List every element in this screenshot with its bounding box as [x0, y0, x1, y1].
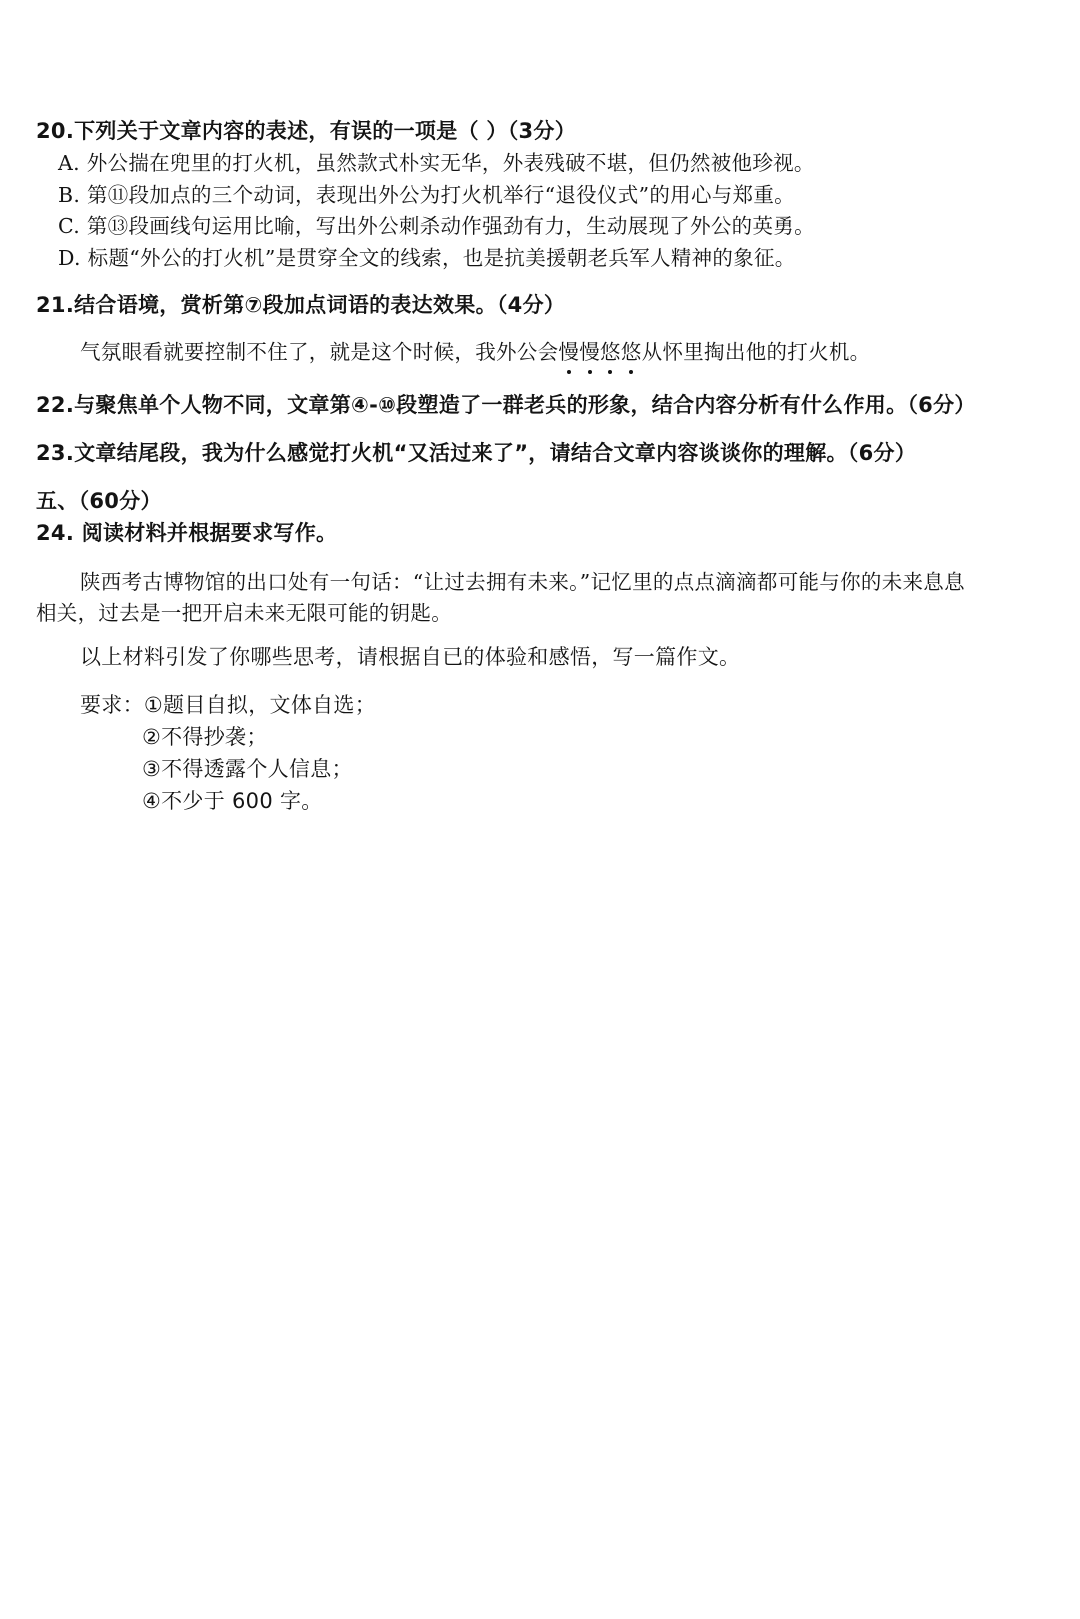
q20-stem: 20.下列关于文章内容的表述，有误的一项是（ ）（3分）: [36, 119, 577, 143]
emphasis-dot-icon: [567, 370, 571, 374]
q20-option-c: C. 第⑬段画线句运用比喻，写出外公刺杀动作强劲有力，生动展现了外公的英勇。: [58, 214, 815, 238]
q21-quote-before: 气氛眼看就要控制不住了，就是这个时候，我外公会: [80, 340, 559, 364]
requirement-item: ③不得透露个人信息；: [142, 757, 353, 781]
q20-option-b: B. 第⑪段加点的三个动词，表现出外公为打火机举行“退役仪式”的用心与郑重。: [58, 183, 795, 207]
emphasis-char: 慢: [558, 337, 579, 367]
emphasis-char: 慢: [579, 337, 600, 367]
emphasis-dot-icon: [629, 370, 633, 374]
q23-stem: 23.文章结尾段，我为什么感觉打火机“又活过来了”，请结合文章内容谈谈你的理解。（6分）: [36, 441, 917, 465]
emphasis-char: 悠: [600, 337, 621, 367]
emphasis-dot-icon: [588, 370, 592, 374]
requirements-label: 要求：①题目自拟，文体自选；: [80, 693, 377, 717]
q24-stem: 24. 阅读材料并根据要求写作。: [36, 521, 338, 545]
material-line-1: 陕西考古博物馆的出口处有一句话：“让过去拥有未来。”记忆里的点点滴滴都可能与你的未来息息: [80, 570, 965, 594]
q22-stem: 22.与聚焦单个人物不同，文章第④-⑩段塑造了一群老兵的形象，结合内容分析有什么作用。（6分）: [36, 393, 976, 417]
writing-prompt: 以上材料引发了你哪些思考，请根据自已的体验和感悟，写一篇作文。: [80, 645, 741, 669]
emphasis-char: 悠: [621, 337, 642, 367]
requirement-item: ④不少于 600 字。: [142, 789, 323, 813]
q21-stem: 21.结合语境，赏析第⑦段加点词语的表达效果。（4分）: [36, 293, 566, 317]
requirement-item: ②不得抄袭；: [142, 725, 268, 749]
q20-option-a: A. 外公揣在兜里的打火机，虽然款式朴实无华，外表残破不堪，但仍然被他珍视。: [58, 151, 815, 175]
material-line-2: 相关，过去是一把开启未来无限可能的钥匙。: [36, 601, 452, 625]
q20-option-d: D. 标题“外公的打火机”是贯穿全文的线索，也是抗美援朝老兵军人精神的象征。: [58, 246, 796, 270]
q21-quote: [80, 337, 870, 367]
section-heading: 五、（60分）: [36, 489, 162, 513]
emphasis-dot-icon: [608, 370, 612, 374]
q21-quote-after: 从怀里掏出他的打火机。: [641, 340, 871, 364]
